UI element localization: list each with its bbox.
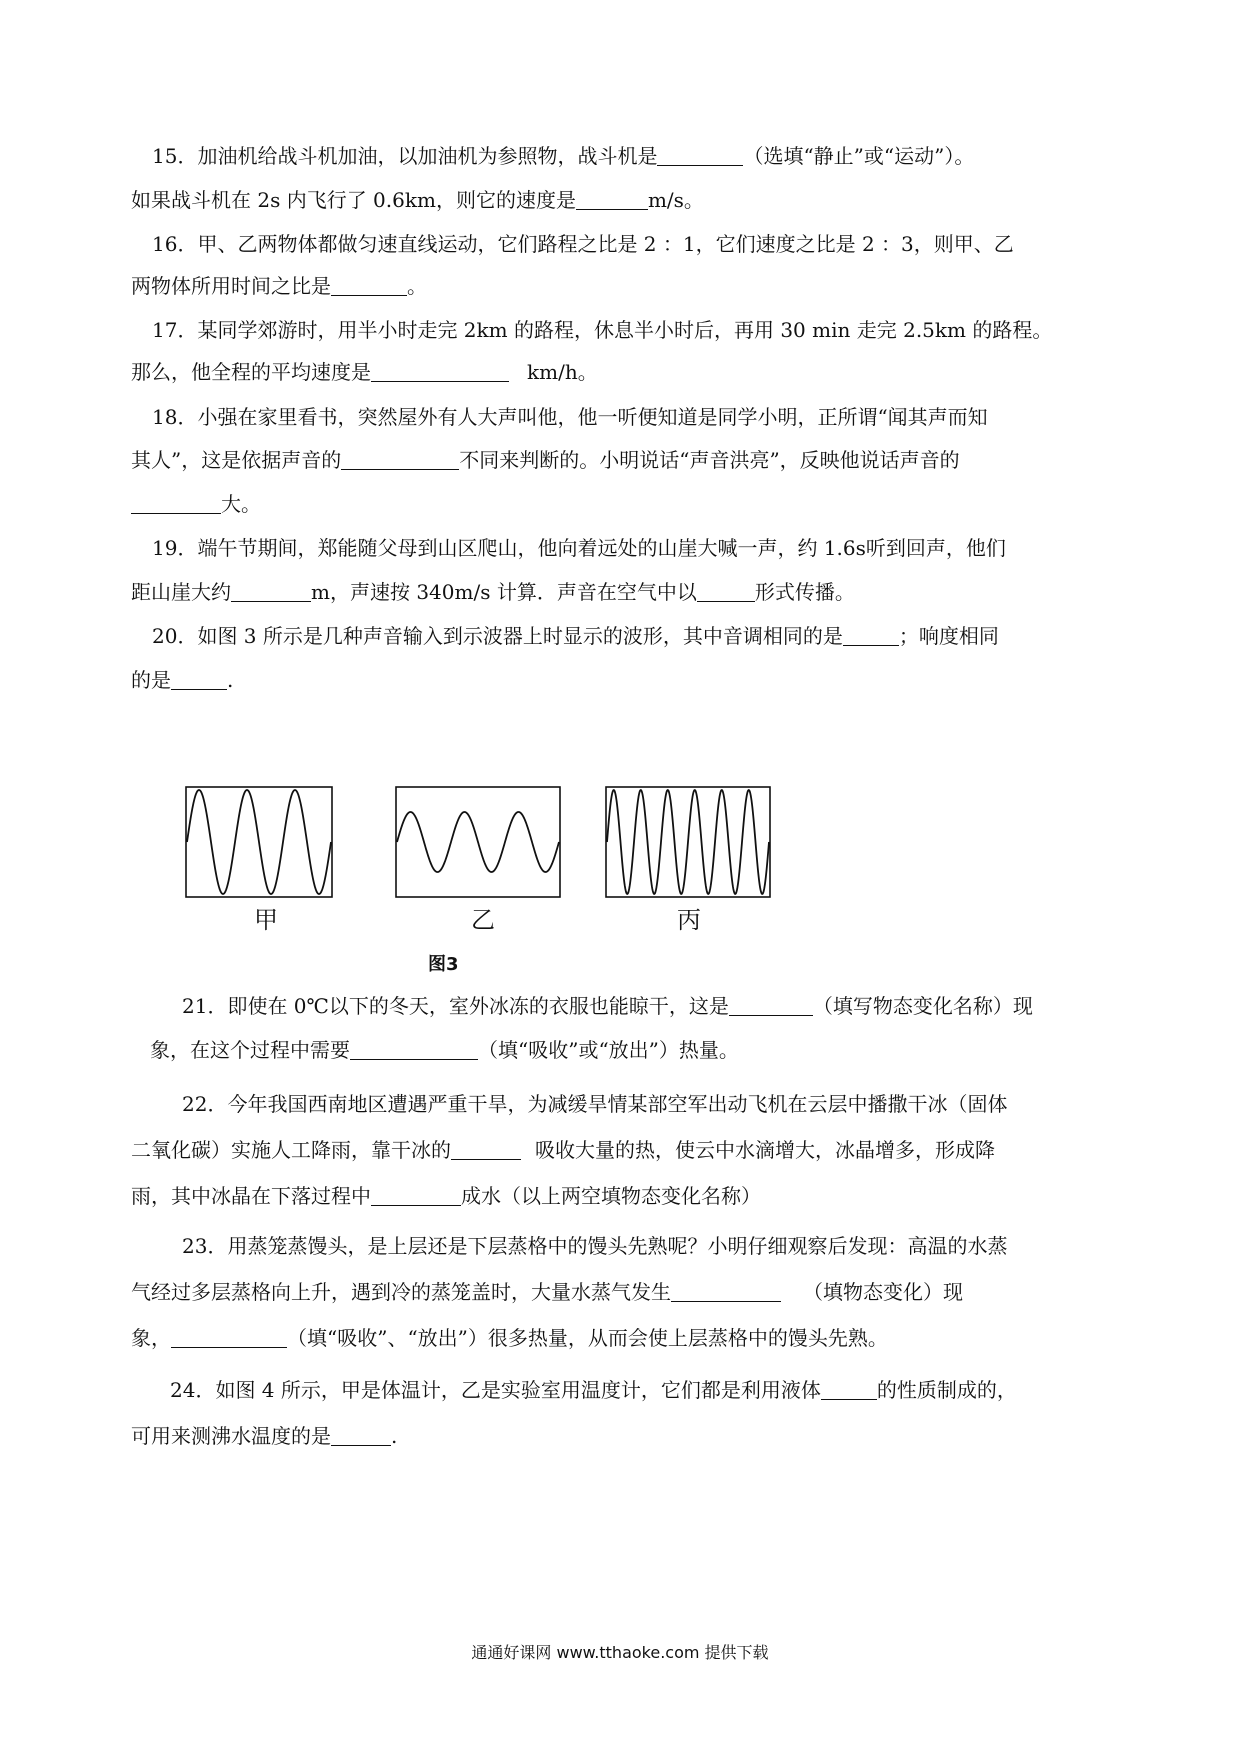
text: 距山崖大约 xyxy=(131,580,231,604)
text: 的性质制成的， xyxy=(876,1378,1017,1402)
text: 形式传播。 xyxy=(754,580,855,604)
q23-line3 xyxy=(131,1324,888,1352)
text: 24．如图 4 所示，甲是体温计，乙是实验室用温度计，它们都是利用液体 xyxy=(170,1378,821,1402)
text: （选填“静止”或“运动”）。 xyxy=(743,144,975,168)
text: ；响度相同 xyxy=(898,624,999,648)
waveform-jia-figure xyxy=(185,786,333,898)
answer-blank xyxy=(331,1423,391,1446)
answer-blank xyxy=(657,143,743,166)
text: 18．小强在家里看书，突然屋外有人大声叫他，他一听便知道是同学小明，正所谓“闻其声而知 xyxy=(152,405,988,429)
answer-blank xyxy=(350,1037,478,1060)
answer-blank xyxy=(331,273,407,296)
answer-blank xyxy=(729,993,813,1016)
q19-line1 xyxy=(152,534,1006,562)
figure-caption: 图3 xyxy=(428,954,459,975)
answer-blank xyxy=(451,1137,521,1160)
text: 可用来测沸水温度的是 xyxy=(131,1424,331,1448)
text: 其人”，这是依据声音的 xyxy=(131,448,342,472)
text: 成水（以上两空填物态变化名称） xyxy=(461,1184,761,1208)
text: （填物态变化）现 xyxy=(803,1280,963,1304)
text: 16．甲、乙两物体都做匀速直线运动，它们路程之比是 2 ：1，它们速度之比是 2 ：3，则甲、乙 xyxy=(152,232,1014,256)
answer-blank xyxy=(576,187,648,210)
q21-line2 xyxy=(150,1036,739,1064)
text: 21．即使在 0℃以下的冬天，室外冰冻的衣服也能晾干，这是 xyxy=(182,994,729,1018)
answer-blank xyxy=(171,667,227,690)
text: 雨，其中冰晶在下落过程中 xyxy=(131,1184,371,1208)
figure-label-jia: 甲 xyxy=(254,906,278,934)
answer-blank xyxy=(843,623,899,646)
text: 15．加油机给战斗机加油，以加油机为参照物，战斗机是 xyxy=(152,144,658,168)
q22-line2 xyxy=(131,1136,995,1164)
text: 象，在这个过程中需要 xyxy=(150,1038,350,1062)
text: 二氧化碳）实施人工降雨，靠干冰的 xyxy=(131,1138,451,1162)
text: 吸收大量的热，使云中水滴增大，冰晶增多，形成降 xyxy=(535,1138,995,1162)
q21-line1 xyxy=(182,992,1033,1020)
q17-line2 xyxy=(131,358,598,386)
footer-source: 通通好课网 www.tthaoke.com 提供下载 xyxy=(471,1643,769,1662)
text: 23．用蒸笼蒸馒头，是上层还是下层蒸格中的馒头先熟呢？小明仔细观察后发现：高温的水蒸 xyxy=(182,1234,1008,1258)
q24-line2 xyxy=(131,1422,397,1450)
text: . xyxy=(227,668,234,692)
q18-line1 xyxy=(152,403,988,431)
figure-label-bing: 丙 xyxy=(677,906,701,934)
q18-line2 xyxy=(131,446,960,474)
text: 不同来判断的。小明说话“声音洪亮”，反映他说话声音的 xyxy=(459,448,960,472)
text: km/h。 xyxy=(527,360,598,384)
q15-line2 xyxy=(131,186,704,214)
q23-line1 xyxy=(182,1232,1007,1260)
q17-line1 xyxy=(152,316,1052,344)
q24-line1 xyxy=(170,1376,1017,1404)
text: 19．端午节期间，郑能随父母到山区爬山，他向着远处的山崖大喊一声，约 1.6s听到回声，他们 xyxy=(152,536,1006,560)
answer-blank xyxy=(697,579,755,602)
q20-line1 xyxy=(152,622,999,650)
q15-line1 xyxy=(152,142,974,170)
text: 气经过多层蒸格向上升，遇到冷的蒸笼盖时，大量水蒸气发生 xyxy=(131,1280,671,1304)
text: 那么，他全程的平均速度是 xyxy=(131,360,371,384)
answer-blank xyxy=(171,1325,287,1348)
q18-line3 xyxy=(131,490,261,518)
text: 两物体所用时间之比是 xyxy=(131,274,331,298)
text: 的是 xyxy=(131,668,171,692)
q23-line2 xyxy=(131,1278,963,1306)
answer-blank xyxy=(821,1377,877,1400)
text: 20．如图 3 所示是几种声音输入到示波器上时显示的波形，其中音调相同的是 xyxy=(152,624,843,648)
text: m，声速按 340m/s 计算．声音在空气中以 xyxy=(311,580,697,604)
answer-blank xyxy=(231,579,311,602)
text: （填“吸收”、“放出”）很多热量，从而会使上层蒸格中的馒头先熟。 xyxy=(287,1326,888,1350)
text: （填“吸收”或“放出”）热量。 xyxy=(478,1038,739,1062)
q19-line2 xyxy=(131,578,855,606)
q22-line1 xyxy=(182,1090,1007,1118)
text: 17．某同学郊游时，用半小时走完 2km 的路程，休息半小时后，再用 30 min 走完 2.5km 的路程。 xyxy=(152,318,1053,342)
answer-blank xyxy=(341,447,459,470)
text: m/s。 xyxy=(647,188,704,212)
text: . xyxy=(391,1424,398,1448)
figure-label-yi: 乙 xyxy=(471,906,495,934)
answer-blank xyxy=(371,359,509,382)
q16-line2 xyxy=(131,272,427,300)
answer-blank xyxy=(371,1183,461,1206)
answer-blank xyxy=(671,1279,781,1302)
q22-line3 xyxy=(131,1182,761,1210)
text: （填写物态变化名称）现 xyxy=(812,994,1033,1018)
text: 大。 xyxy=(221,492,261,516)
text: 。 xyxy=(407,274,427,298)
text: 如果战斗机在 2s 内飞行了 0.6km，则它的速度是 xyxy=(131,188,576,212)
waveform-bing-figure xyxy=(605,786,771,898)
answer-blank xyxy=(131,491,221,514)
q20-line2 xyxy=(131,666,233,694)
text: 象， xyxy=(131,1326,171,1350)
waveform-yi-figure xyxy=(395,786,561,898)
q16-line1 xyxy=(152,230,1014,258)
text: 22．今年我国西南地区遭遇严重干旱，为减缓旱情某部空军出动飞机在云层中播撒干冰（固体 xyxy=(182,1092,1008,1116)
